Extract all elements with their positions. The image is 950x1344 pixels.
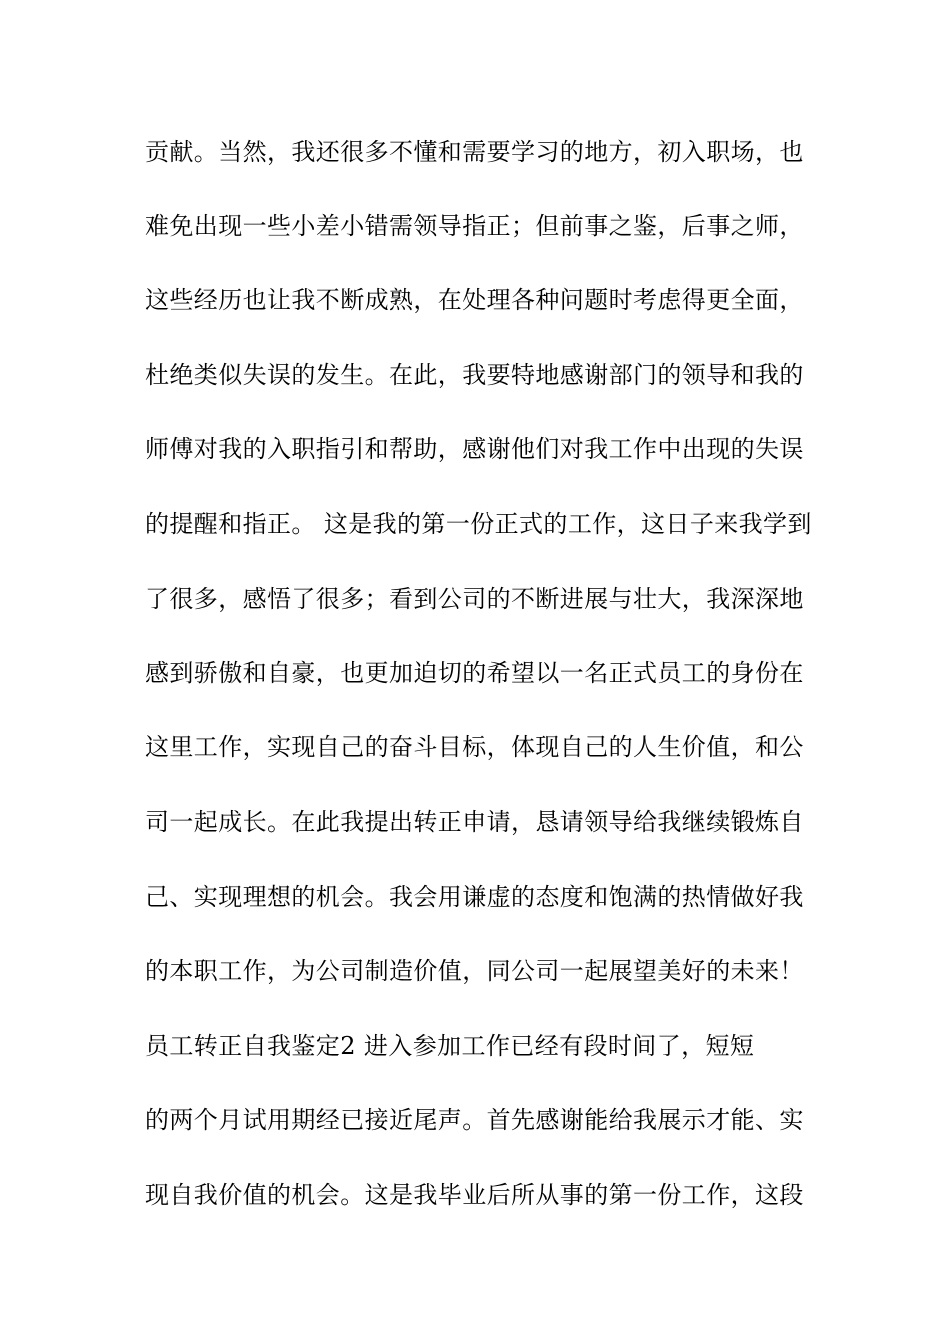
text-line: 的本职工作，为公司制造价值，同公司一起展望美好的未来！ <box>145 957 804 985</box>
text-line: 贡献。当然，我还很多不懂和需要学习的地方，初入职场，也 <box>145 138 804 166</box>
text-line: 现自我价值的机会。这是我毕业后所从事的第一份工作，这段 <box>145 1181 804 1209</box>
text-line: 感到骄傲和自豪，也更加迫切的希望以一名正式员工的身份在 <box>145 659 804 687</box>
text-line: 了很多，感悟了很多；看到公司的不断进展与壮大，我深深地 <box>145 585 804 613</box>
text-line: 己、实现理想的机会。我会用谦虚的态度和饱满的热情做好我 <box>145 883 804 911</box>
text-line: 司一起成长。在此我提出转正申请，恳请领导给我继续锻炼自 <box>145 808 804 836</box>
text-line: 的两个月试用期经已接近尾声。首先感谢能给我展示才能、实 <box>145 1106 804 1134</box>
text-line: 的提醒和指正。 这是我的第一份正式的工作，这日子来我学到 <box>145 510 812 538</box>
text-line: 杜绝类似失误的发生。在此，我要特地感谢部门的领导和我的 <box>145 361 804 389</box>
section-heading-line: 员工转正自我鉴定2 进入参加工作已经有段时间了，短短 <box>145 1032 755 1060</box>
text-line: 这里工作，实现自己的奋斗目标，体现自己的人生价值，和公 <box>145 733 804 761</box>
text-line: 这些经历也让我不断成熟，在处理各种问题时考虑得更全面， <box>145 286 804 314</box>
text-line: 难免出现一些小差小错需领导指正；但前事之鉴，后事之师， <box>145 212 804 240</box>
text-line: 师傅对我的入职指引和帮助，感谢他们对我工作中出现的失误 <box>145 435 804 463</box>
